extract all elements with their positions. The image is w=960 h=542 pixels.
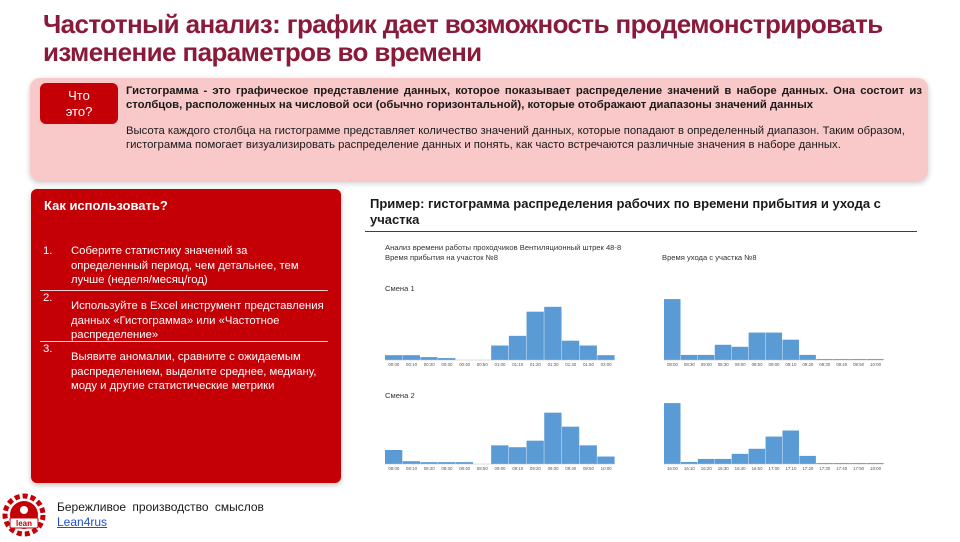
histogram-bar [580, 445, 597, 464]
what-is-it-badge [40, 83, 118, 124]
step-text: Выявите аномалии, сравните с ожидаемым распределением, выделите среднее, медиану, моду и другие статистические метрики [71, 351, 317, 392]
x-tick-label: 08:50 [476, 466, 488, 471]
x-tick-label: 08:00 [388, 466, 400, 471]
histogram-bar [509, 447, 526, 464]
x-tick-label: 09:50 [582, 466, 594, 471]
x-tick-label: 16:30 [717, 466, 729, 471]
how-to-use-list [40, 244, 328, 394]
x-tick-label: 00:40 [459, 362, 471, 367]
x-tick-label: 10:00 [870, 362, 882, 367]
histogram-svg [664, 294, 884, 368]
x-tick-label: 01:20 [529, 362, 541, 367]
footer [57, 500, 264, 530]
lean4rus-link[interactable]: Lean4rus [57, 515, 108, 529]
lean-logo-icon [2, 493, 46, 537]
departure-chart-title: Время ухода с участка №8 [662, 253, 757, 262]
shift-2-label: Смена 2 [385, 391, 415, 400]
histogram-bar [715, 345, 732, 360]
shift-1-label: Смена 1 [385, 284, 415, 293]
x-tick-label: 00:30 [441, 362, 453, 367]
histogram-bar [562, 341, 579, 360]
histogram-bar [420, 357, 437, 360]
histogram-bar [681, 355, 698, 360]
x-tick-label: 08:30 [683, 362, 695, 367]
histogram-bar [403, 461, 420, 464]
how-to-use-title: Как использовать? [44, 198, 168, 213]
histogram-svg [664, 398, 884, 472]
how-to-step-1 [40, 244, 328, 291]
x-tick-label: 09:40 [565, 466, 577, 471]
x-tick-label: 09:00 [768, 362, 780, 367]
histogram-bar [527, 441, 544, 464]
x-tick-label: 08:00 [666, 362, 678, 367]
x-tick-label: 08:50 [751, 362, 763, 367]
step-text: Используйте в Excel инструмент представления данных «Гистограмма» или «Частотное распределение» [71, 300, 324, 341]
definition-paragraph-2: Высота каждого столбца на гистограмме представляет количество значений данных, которые попадают в определенный диапазон. Таким образом, гистограмма помогает визуализировать распределение данных и понять, как часто встречаются различные значения в наборе данных. [126, 125, 905, 151]
x-tick-label: 17:30 [819, 466, 831, 471]
x-tick-label: 02:00 [600, 362, 612, 367]
example-divider [365, 231, 917, 232]
histogram-svg [385, 408, 615, 472]
histogram-bar [491, 445, 508, 464]
histogram-arrival-shift-2 [385, 408, 615, 472]
histogram-bar [782, 340, 799, 360]
step-number: 2. [43, 292, 53, 304]
x-tick-label: 17:10 [785, 466, 797, 471]
histogram-bar [799, 456, 816, 464]
x-tick-label: 09:00 [494, 466, 506, 471]
x-tick-label: 16:00 [666, 466, 678, 471]
arrival-chart-title: Время прибытия на участок №8 [385, 253, 498, 262]
x-tick-label: 16:20 [700, 466, 712, 471]
histogram-bar [766, 437, 783, 464]
figure-header [385, 243, 621, 263]
x-tick-label: 10:00 [600, 466, 612, 471]
histogram-bar [732, 347, 749, 360]
x-tick-label: 00:00 [388, 362, 400, 367]
example-title: Пример: гистограмма распределения рабочих по времени прибытия и ухода с участка [370, 196, 881, 227]
histogram-bar [782, 430, 799, 464]
histogram-bar [580, 346, 597, 361]
x-tick-label: 08:30 [441, 466, 453, 471]
histogram-bar [749, 449, 766, 464]
what-is-it-label: Что это? [65, 87, 93, 119]
x-tick-label: 18:00 [870, 466, 882, 471]
x-tick-label: 09:10 [785, 362, 797, 367]
histogram-bar [527, 312, 544, 360]
histogram-bar [403, 355, 420, 360]
x-tick-label: 08:40 [459, 466, 471, 471]
logo-text: lean [15, 519, 33, 528]
histogram-bar [597, 355, 614, 360]
x-tick-label: 17:20 [802, 466, 814, 471]
histogram-bar [597, 457, 614, 464]
step-number: 3. [43, 343, 53, 355]
figure-header-line: Анализ времени работы проходчиков Вентиляционный штрек 48-8 [385, 243, 622, 252]
histogram-bar [385, 355, 402, 360]
how-to-step-2 [40, 291, 328, 342]
x-tick-label: 09:00 [700, 362, 712, 367]
x-tick-label: 09:20 [802, 362, 814, 367]
page-title: Частотный анализ: график дает возможность продемонстрировать изменение параметров во времени [43, 9, 883, 67]
x-tick-label: 09:40 [836, 362, 848, 367]
histogram-departure-shift-2 [664, 398, 884, 472]
x-tick-label: 08:20 [423, 466, 435, 471]
x-tick-label: 09:00 [734, 362, 746, 367]
histogram-arrival-shift-1 [385, 302, 615, 368]
histogram-bar [766, 333, 783, 360]
histogram-bar [562, 427, 579, 464]
how-to-use-panel [31, 189, 341, 483]
x-tick-label: 09:30 [819, 362, 831, 367]
histogram-svg [385, 302, 615, 368]
definition-paragraph-1: Гистограмма - это графическое представление данных, которое показывает распределение значений в наборе данных. Она состоит из столбцов, расположенных на числовой оси (обычно горизонтальной), которые отображают диапазоны значений данных [126, 85, 922, 111]
x-tick-label: 16:10 [683, 466, 695, 471]
x-tick-label: 16:50 [751, 466, 763, 471]
histogram-bar [715, 459, 732, 464]
x-tick-label: 01:10 [512, 362, 524, 367]
x-tick-label: 08:30 [717, 362, 729, 367]
histogram-bar [681, 462, 698, 464]
histogram-departure-shift-1 [664, 294, 884, 368]
histogram-bar [385, 450, 402, 464]
x-tick-label: 08:10 [406, 466, 418, 471]
x-tick-label: 17:50 [853, 466, 865, 471]
x-tick-label: 01:00 [494, 362, 506, 367]
x-tick-label: 16:40 [734, 466, 746, 471]
x-tick-label: 00:10 [406, 362, 418, 367]
histogram-bar [544, 307, 561, 360]
x-tick-label: 01:40 [565, 362, 577, 367]
x-tick-label: 09:10 [512, 466, 524, 471]
x-tick-label: 09:50 [853, 362, 865, 367]
x-tick-label: 00:50 [476, 362, 488, 367]
histogram-bar [698, 459, 715, 464]
histogram-figure [368, 236, 928, 488]
step-text: Соберите статистику значений за определенный период, чем детальнее, тем лучше (неделя/месяц/год) [71, 245, 299, 286]
x-tick-label: 01:50 [582, 362, 594, 367]
histogram-bar [544, 413, 561, 464]
definition-text [126, 84, 922, 152]
histogram-bar [732, 454, 749, 464]
x-tick-label: 01:30 [547, 362, 559, 367]
histogram-bar [749, 333, 766, 360]
histogram-bar [698, 355, 715, 360]
footer-brand: Бережливое производство смыслов [57, 500, 264, 514]
x-tick-label: 09:20 [529, 466, 541, 471]
histogram-bar [664, 299, 681, 360]
lean-logo [2, 493, 46, 537]
x-tick-label: 17:00 [768, 466, 780, 471]
histogram-bar [491, 346, 508, 361]
how-to-step-3 [40, 342, 328, 394]
x-tick-label: 00:20 [423, 362, 435, 367]
x-tick-label: 09:30 [547, 466, 559, 471]
histogram-bar [509, 336, 526, 360]
histogram-bar [799, 355, 816, 360]
histogram-bar [664, 403, 681, 464]
step-number: 1. [43, 245, 53, 257]
definition-panel [30, 78, 928, 181]
x-tick-label: 17:40 [836, 466, 848, 471]
